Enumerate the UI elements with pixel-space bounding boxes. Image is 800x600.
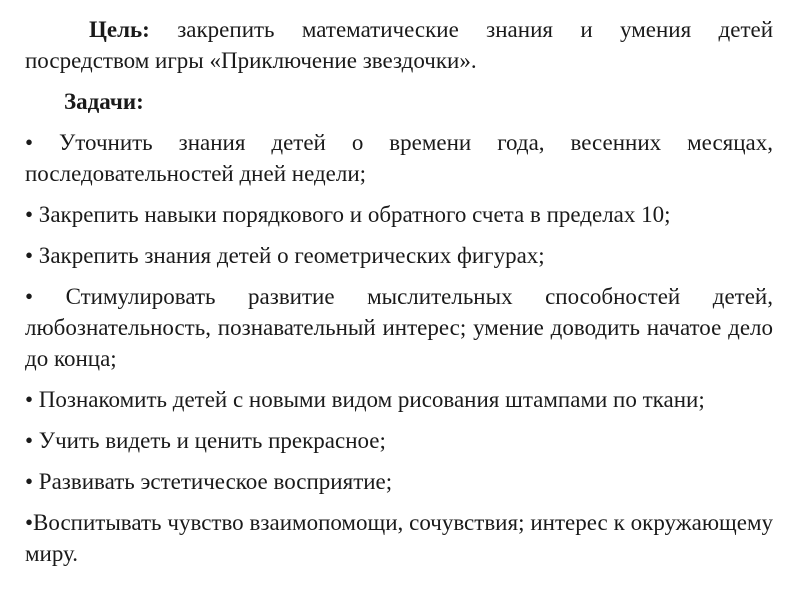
task-item-6: • Учить видеть и ценить прекрасное; [25, 428, 386, 453]
task-item-7: • Развивать эстетическое восприятие; [25, 469, 393, 494]
goal-text: закрепить математические знания и умения детей посредством игры «Приключение звездочки». [25, 17, 774, 73]
task-item-2: • Закрепить навыки порядкового и обратного счета в пределах 10; [25, 202, 671, 227]
task-item-8: •Воспитывать чувство взаимопомощи, сочувствия; интерес к окружающему миру. [25, 510, 773, 566]
task-item-4: • Стимулировать развитие мыслительных способностей детей, любознательность, познавательный интерес; умение доводить начатое дело до конца; [25, 284, 773, 371]
goal-paragraph [25, 14, 773, 76]
tasks-list [25, 127, 773, 569]
tasks-heading: Задачи: [64, 89, 144, 114]
document-page [25, 14, 773, 569]
task-item-1: • Уточнить знания детей о времени года, весенних месяцах, последовательностей дней недели; [25, 130, 773, 186]
task-item-3: • Закрепить знания детей о геометрических фигурах; [25, 243, 545, 268]
goal-label: Цель: [89, 17, 150, 42]
task-item-5: • Познакомить детей с новыми видом рисования штампами по ткани; [25, 387, 705, 412]
